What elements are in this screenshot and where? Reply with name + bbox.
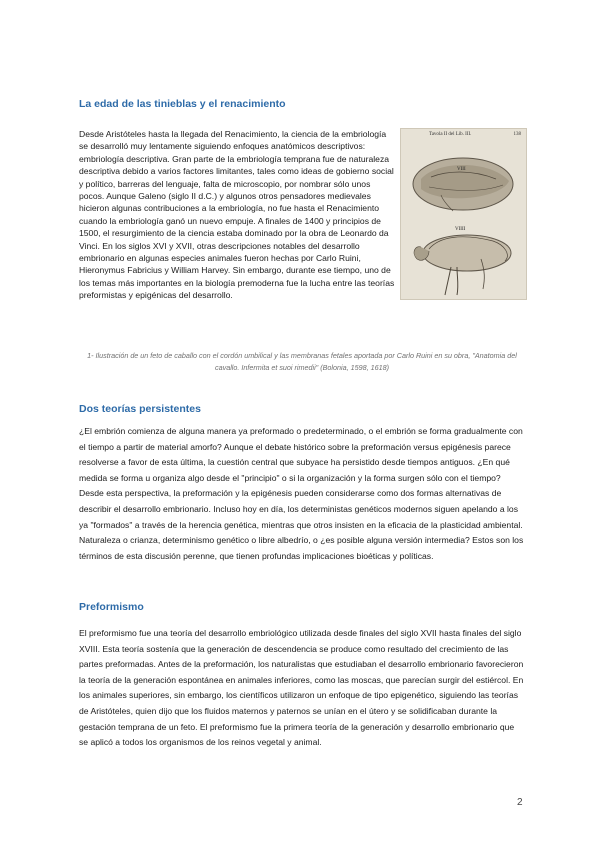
figure-label-bottom: VIIII [455, 227, 466, 232]
paragraph-dos-teorias: ¿El embrión comienza de alguna manera ya preformado o predeterminado, o el embrión se forma gradualmente con el tiempo a partir de material amorfo? Aunque el debate histórico sobre la preformación versus epigénesis parece resolverse a favor de esta última, la cuestión central que subyace ha persistido desde tiempos antiguos. ¿En qué medida se forma u organiza algo desde el "principio" o si la organización y la forma surgen sólo con el tiempo? Desde esta perspectiva, la preformación y la epigénesis pueden considerarse como dos formas alternativas de describir el desarrollo embrionario. Incluso hoy en día, los deterministas genéticos modernos siguen apelando a los ya "formados" a través de la herencia genética, mientras que otros insisten en la eficacia de la plasticidad ambiental. Naturaleza o crianza, determinismo genético o libre albedrío, o ¿es posible alguna versión intermedia? Estos son los términos de esta discusión perenne, que tienen profundas implicaciones bioéticas y políticas. [79, 426, 524, 561]
figure-label-top: VIII [457, 167, 466, 172]
section-heading-dos-teorias: Dos teorías persistentes [79, 403, 201, 415]
section-heading-preformismo: Preformismo [79, 601, 144, 613]
horse-fetus-illustration [400, 128, 527, 300]
paragraph-preformismo: El preformismo fue una teoría del desarrollo embriológico utilizada desde finales del siglo XVII hasta finales del siglo XVIII. Esta teoría sostenía que la generación de descendencia se produce como resultado del crecimiento de las partes preformadas. Antes de la preformación, los naturalistas que estudiaban el desarrollo embrionario favorecieron la teoría de la generación espontánea en animales inferiores, como las moscas, que parecían surgir del estiércol. En los animales superiores, sin embargo, los científicos utilizaron un enfoque de tipo epigenético, siguiendo las teorías de Aristóteles, quien dijo que los fluidos maternos y paternos se unían en el útero y se solidificaban durante la gestación temprana de un feto. El preformismo fue la primera teoría de la generación y desarrollo embrionario que se aplicó a todos los organismos de los reinos vegetal y animal. [79, 628, 524, 748]
paragraph-renacimiento: Desde Aristóteles hasta la llegada del Renacimiento, la ciencia de la embriología se desarrolló muy lentamente siguiendo enfoques anatómicos descriptivos: embriología descriptiva. Gran parte de la embriología temprana fue de naturaleza descriptiva debido a varios factores limitantes, tales como ideas de gobierno social y político, barreras del lenguaje, falta de microscopio, por nombrar sólo unos pocos. Aunque Galeno (siglo II d.C.) y algunos otros pensadores medievales hicieron algunas contribuciones a la embriología, no fue hasta el Renacimiento cuando la embriología ganó un nuevo empuje. A finales de 1400 y principios de 1500, el resurgimiento de la ciencia estaba dominado por la obra de Leonardo da Vinci. En los siglos XVI y XVII, otras descripciones notables del desarrollo embrionario en algunas especies animales fueron hechas por Carlo Ruini, Hieronymus Fabricius y William Harvey. Sin embargo, durante ese tiempo, uno de los temas más importantes en la biología premoderna fue la lucha entre las teorías preformistas y epigénicas del desarrollo. [79, 129, 395, 301]
figure-caption: 1- Ilustración de un feto de caballo con el cordón umbilical y las membranas fetales aportada por Carlo Ruini en su obra, "Anatomia del cavallo. Infermita et suoi rimedii" (Bolonia, 1598, 1618) [87, 351, 517, 372]
section-heading-renacimiento: La edad de las tinieblas y el renacimiento [79, 98, 286, 110]
page-number: 2 [517, 797, 523, 808]
fetus-drawing [401, 129, 526, 299]
figure-page-mark: 138 [513, 132, 521, 137]
figure-header-text: Tavola II del Lib. III. [429, 132, 472, 137]
